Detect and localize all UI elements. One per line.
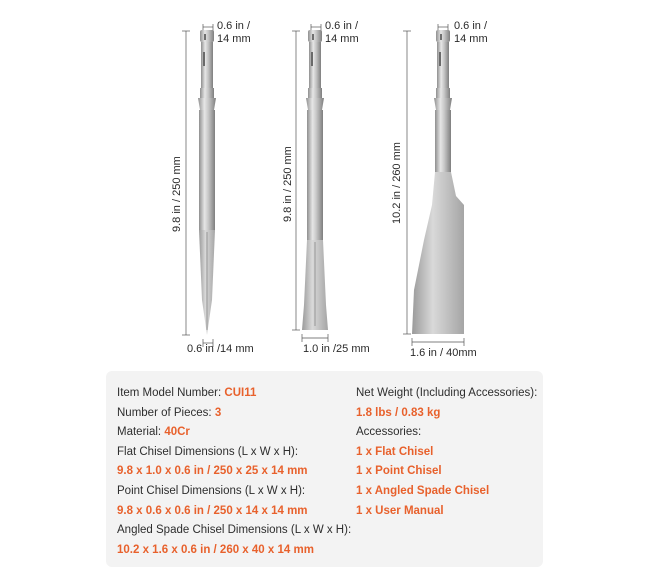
point-dim-label: Point Chisel Dimensions (L x W x H):: [117, 484, 306, 497]
point-chisel-shank-width: 0.6 in /: [217, 20, 251, 32]
accessory-item: 1 x Point Chisel: [356, 465, 442, 478]
accessories-label: Accessories:: [356, 426, 422, 439]
weight-value: 1.8 lbs / 0.83 kg: [356, 406, 441, 419]
model-label: Item Model Number:: [117, 387, 222, 399]
spade-chisel-tip-width: 1.6 in / 40mm: [410, 347, 477, 359]
spade-chisel-shank-width-mm: 14 mm: [454, 33, 488, 45]
point-chisel-shank-width-mm: 14 mm: [217, 33, 251, 45]
flat-chisel-shank-width: 0.6 in /: [325, 20, 359, 32]
flat-chisel-length: 9.8 in / 250 mm: [282, 146, 294, 222]
model-value: CUI11: [224, 387, 257, 399]
accessory-item: 1 x User Manual: [356, 504, 444, 517]
flat-chisel-shank-width-mm: 14 mm: [325, 33, 359, 45]
point-dim-value: 9.8 x 0.6 x 0.6 in / 250 x 14 x 14 mm: [117, 504, 308, 517]
spade-dim-label: Angled Spade Chisel Dimensions (L x W x H):: [117, 524, 352, 537]
material-label: Material:: [117, 426, 162, 439]
point-chisel-length: 9.8 in / 250 mm: [171, 156, 183, 232]
spade-chisel-length: 10.2 in / 260 mm: [391, 142, 403, 224]
spade-dim-value: 10.2 x 1.6 x 0.6 in / 260 x 40 x 14 mm: [117, 543, 314, 556]
pieces-value: 3: [214, 406, 222, 419]
accessory-item: 1 x Angled Spade Chisel: [356, 484, 490, 497]
model-row: [117, 384, 351, 404]
pieces-row: [117, 404, 351, 424]
spec-column-right: [356, 384, 537, 521]
spec-column-left: [117, 384, 351, 560]
material-row: [117, 423, 351, 443]
accessory-item: 1 x Flat Chisel: [356, 445, 434, 458]
weight-label: Net Weight (Including Accessories):: [356, 387, 538, 399]
angled-spade-chisel-image: [403, 24, 464, 346]
material-value: 40Cr: [164, 426, 190, 439]
spade-chisel-shank-width: 0.6 in /: [454, 20, 488, 32]
pieces-label: Number of Pieces:: [117, 406, 212, 419]
point-chisel-image: [182, 24, 216, 347]
flat-dim-value: 9.8 x 1.0 x 0.6 in / 250 x 25 x 14 mm: [117, 465, 308, 478]
flat-dim-label: Flat Chisel Dimensions (L x W x H):: [117, 445, 299, 458]
flat-chisel-image: [292, 24, 328, 342]
point-chisel-tip-width: 0.6 in /14 mm: [187, 343, 254, 355]
flat-chisel-tip-width: 1.0 in /25 mm: [303, 343, 370, 355]
